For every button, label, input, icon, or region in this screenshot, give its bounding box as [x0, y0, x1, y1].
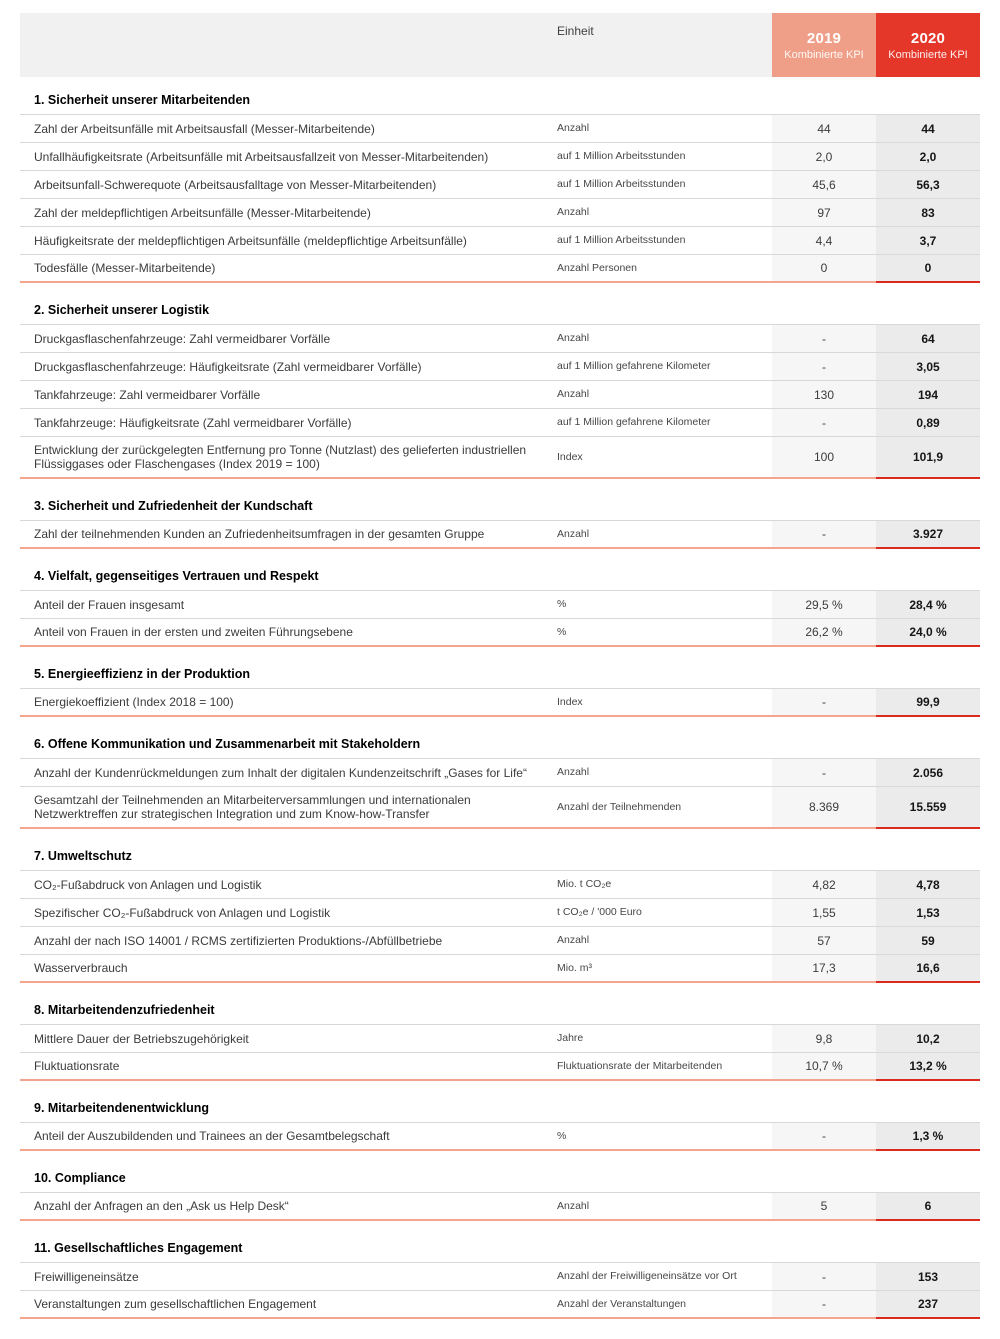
table-row: [20, 898, 980, 926]
value-2019: 17,3: [772, 955, 876, 983]
kpi-section: [20, 1151, 980, 1221]
row-unit: Index: [557, 689, 772, 717]
row-label: Freiwilligeneinsätze: [34, 1269, 139, 1284]
table-row: [20, 688, 980, 717]
row-unit: Anzahl: [557, 521, 772, 549]
section-title: 11. Gesellschaftliches Engagement: [34, 1241, 243, 1255]
value-2019: 9,8: [772, 1025, 876, 1052]
value-2020: 10,2: [876, 1025, 980, 1052]
value-2019: 130: [772, 381, 876, 408]
value-2020: 101,9: [876, 437, 980, 479]
row-label: Todesfälle (Messer-Mitarbeitende): [20, 255, 557, 283]
row-unit: auf 1 Million Arbeitsstunden: [557, 234, 686, 246]
value-2020: 4,78: [876, 871, 980, 898]
value-2020: 3.927: [876, 521, 980, 549]
value-2020: 194: [876, 381, 980, 408]
value-2019: -: [772, 1291, 876, 1319]
header-subtitle-2020: Kombinierte KPI: [888, 48, 968, 61]
row-unit: Anzahl der Veranstaltungen: [557, 1291, 772, 1319]
kpi-section: [20, 983, 980, 1081]
row-unit: Anzahl: [557, 766, 590, 778]
header-year-2020: 2020: [910, 29, 946, 47]
table-header: [20, 13, 980, 77]
row-unit: %: [557, 598, 567, 610]
value-2020: 1,3 %: [876, 1123, 980, 1151]
kpi-section: [20, 283, 980, 479]
row-label: Gesamtzahl der Teilnehmenden an Mitarbeiterversammlungen und internationalen Netzwerktreffen zur strategischen Integration und zum Know-how-Transfer: [20, 787, 557, 829]
section-rows: [20, 688, 980, 717]
table-row: [20, 870, 980, 898]
row-unit: Mio. m³: [557, 955, 772, 983]
row-label: Anteil von Frauen in der ersten und zweiten Führungsebene: [20, 619, 557, 647]
row-label: CO₂-Fußabdruck von Anlagen und Logistik: [34, 877, 262, 892]
value-2020: 153: [876, 1263, 980, 1290]
row-unit: Anzahl der Teilnehmenden: [557, 787, 772, 829]
value-2020: 83: [876, 199, 980, 226]
section-title: 1. Sicherheit unserer Mitarbeitenden: [34, 93, 251, 107]
kpi-section: [20, 549, 980, 647]
table-row: [20, 380, 980, 408]
value-2020: 59: [876, 927, 980, 954]
row-unit: Anzahl: [557, 332, 590, 344]
value-2020: 15.559: [876, 787, 980, 829]
table-row: [20, 926, 980, 954]
row-unit: %: [557, 619, 772, 647]
value-2019: -: [772, 353, 876, 380]
value-2019: -: [772, 759, 876, 786]
value-2020: 6: [876, 1193, 980, 1221]
row-label: Anzahl der Anfragen an den „Ask us Help Desk“: [20, 1193, 557, 1221]
section-title: 2. Sicherheit unserer Logistik: [34, 303, 210, 317]
header-subtitle-2019: Kombinierte KPI: [784, 48, 864, 61]
section-rows: [20, 1122, 980, 1151]
value-2019: 57: [772, 927, 876, 954]
kpi-section: [20, 647, 980, 717]
value-2020: 24,0 %: [876, 619, 980, 647]
value-2020: 56,3: [876, 171, 980, 198]
row-label: Druckgasflaschenfahrzeuge: Häufigkeitsrate (Zahl vermeidbarer Vorfälle): [34, 359, 422, 374]
header-year-2019: 2019: [806, 29, 842, 47]
row-unit: Fluktuationsrate der Mitarbeitenden: [557, 1053, 772, 1081]
row-label: Anteil der Frauen insgesamt: [34, 597, 185, 612]
section-title: 6. Offene Kommunikation und Zusammenarbeit mit Stakeholdern: [34, 737, 421, 751]
table-row: [20, 198, 980, 226]
value-2019: 2,0: [772, 143, 876, 170]
row-unit: Anzahl Personen: [557, 255, 772, 283]
section-title: 8. Mitarbeitendenzufriedenheit: [34, 1003, 215, 1017]
value-2019: -: [772, 1123, 876, 1151]
value-2019: -: [772, 689, 876, 717]
row-unit: Jahre: [557, 1032, 584, 1044]
row-unit: Mio. t CO₂e: [557, 878, 612, 890]
table-row: [20, 142, 980, 170]
table-row: [20, 1122, 980, 1151]
row-unit: Anzahl: [557, 388, 590, 400]
table-row: [20, 1192, 980, 1221]
row-label: Fluktuationsrate: [20, 1053, 557, 1081]
value-2020: 2,0: [876, 143, 980, 170]
section-title: 5. Energieeffizienz in der Produktion: [34, 667, 251, 681]
row-label: Druckgasflaschenfahrzeuge: Zahl vermeidbarer Vorfälle: [34, 331, 331, 346]
row-unit: t CO₂e / '000 Euro: [557, 906, 642, 918]
row-label: Mittlere Dauer der Betriebszugehörigkeit: [34, 1031, 249, 1046]
table-row: [20, 520, 980, 549]
section-rows: [20, 590, 980, 647]
row-unit: Anzahl: [557, 122, 590, 134]
table-row: [20, 590, 980, 618]
value-2019: 45,6: [772, 171, 876, 198]
row-unit: %: [557, 1123, 772, 1151]
table-row: [20, 786, 980, 829]
kpi-section: [20, 1081, 980, 1151]
value-2019: 26,2 %: [772, 619, 876, 647]
table-row: [20, 254, 980, 283]
section-rows: [20, 870, 980, 983]
row-unit: Anzahl: [557, 1193, 772, 1221]
row-label: Anzahl der Kundenrückmeldungen zum Inhalt der digitalen Kundenzeitschrift „Gases for Life“: [34, 765, 527, 780]
section-rows: [20, 1262, 980, 1319]
row-label: Zahl der meldepflichtigen Arbeitsunfälle (Messer-Mitarbeitende): [34, 205, 371, 220]
table-row: [20, 954, 980, 983]
row-label: Wasserverbrauch: [20, 955, 557, 983]
value-2020: 64: [876, 325, 980, 352]
table-row: [20, 1290, 980, 1319]
row-label: Spezifischer CO₂-Fußabdruck von Anlagen und Logistik: [34, 905, 331, 920]
row-unit: auf 1 Million Arbeitsstunden: [557, 178, 686, 190]
value-2020: 0,89: [876, 409, 980, 436]
section-rows: [20, 1192, 980, 1221]
table-row: [20, 758, 980, 786]
row-unit: Anzahl: [557, 934, 590, 946]
table-row: [20, 1052, 980, 1081]
value-2019: 0: [772, 255, 876, 283]
section-rows: [20, 114, 980, 283]
kpi-section: [20, 77, 980, 283]
value-2020: 1,53: [876, 899, 980, 926]
header-label-spacer: [20, 13, 557, 77]
kpi-section: [20, 717, 980, 829]
value-2019: 100: [772, 437, 876, 479]
section-title: 3. Sicherheit und Zufriedenheit der Kundschaft: [34, 499, 313, 513]
table-row: [20, 114, 980, 142]
table-row: [20, 170, 980, 198]
section-title: 4. Vielfalt, gegenseitiges Vertrauen und Respekt: [34, 569, 319, 583]
row-label: Zahl der teilnehmenden Kunden an Zufriedenheitsumfragen in der gesamten Gruppe: [20, 521, 557, 549]
section-rows: [20, 1024, 980, 1081]
value-2019: -: [772, 521, 876, 549]
row-label: Arbeitsunfall-Schwerequote (Arbeitsausfalltage von Messer-Mitarbeitenden): [34, 177, 437, 192]
row-label: Anteil der Auszubildenden und Trainees an der Gesamtbelegschaft: [20, 1123, 557, 1151]
value-2020: 3,7: [876, 227, 980, 254]
header-column-2019: [772, 13, 876, 77]
row-unit: Anzahl: [557, 206, 590, 218]
value-2020: 44: [876, 115, 980, 142]
value-2019: 10,7 %: [772, 1053, 876, 1081]
section-title: 9. Mitarbeitendenentwicklung: [34, 1101, 210, 1115]
row-unit: auf 1 Million gefahrene Kilometer: [557, 360, 711, 372]
value-2020: 13,2 %: [876, 1053, 980, 1081]
table-row: [20, 436, 980, 479]
kpi-section: [20, 479, 980, 549]
value-2020: 16,6: [876, 955, 980, 983]
row-label: Zahl der Arbeitsunfälle mit Arbeitsausfall (Messer-Mitarbeitende): [34, 121, 375, 136]
value-2019: 4,82: [772, 871, 876, 898]
value-2020: 2.056: [876, 759, 980, 786]
section-rows: [20, 758, 980, 829]
value-2020: 99,9: [876, 689, 980, 717]
row-label: Häufigkeitsrate der meldepflichtigen Arbeitsunfälle (meldepflichtige Arbeitsunfälle): [34, 233, 467, 248]
row-unit: Index: [557, 437, 772, 479]
value-2019: 29,5 %: [772, 591, 876, 618]
kpi-section: [20, 1221, 980, 1319]
row-label: Entwicklung der zurückgelegten Entfernung pro Tonne (Nutzlast) des gelieferten industriellen Flüssiggases oder Flaschengases (Index 2019 = 100): [20, 437, 557, 479]
value-2020: 237: [876, 1291, 980, 1319]
kpi-section: [20, 829, 980, 983]
kpi-table-body: [20, 77, 980, 1319]
header-unit-label: Einheit: [557, 13, 772, 77]
row-label: Unfallhäufigkeitsrate (Arbeitsunfälle mit Arbeitsausfallzeit von Messer-Mitarbeitenden): [34, 149, 489, 164]
row-unit: auf 1 Million gefahrene Kilometer: [557, 416, 711, 428]
value-2020: 0: [876, 255, 980, 283]
value-2019: 97: [772, 199, 876, 226]
value-2019: 8.369: [772, 787, 876, 829]
section-rows: [20, 520, 980, 549]
table-row: [20, 352, 980, 380]
row-label: Tankfahrzeuge: Häufigkeitsrate (Zahl vermeidbarer Vorfälle): [34, 415, 352, 430]
value-2020: 28,4 %: [876, 591, 980, 618]
row-label: Tankfahrzeuge: Zahl vermeidbarer Vorfälle: [34, 387, 261, 402]
table-row: [20, 408, 980, 436]
table-row: [20, 1024, 980, 1052]
row-label: Energiekoeffizient (Index 2018 = 100): [20, 689, 557, 717]
header-column-2020: [876, 13, 980, 77]
table-row: [20, 618, 980, 647]
value-2019: 1,55: [772, 899, 876, 926]
value-2020: 3,05: [876, 353, 980, 380]
table-row: [20, 324, 980, 352]
value-2019: 5: [772, 1193, 876, 1221]
value-2019: -: [772, 409, 876, 436]
value-2019: 4,4: [772, 227, 876, 254]
row-label: Anzahl der nach ISO 14001 / RCMS zertifizierten Produktions-/Abfüllbetriebe: [34, 933, 443, 948]
row-unit: Anzahl der Freiwilligeneinsätze vor Ort: [557, 1270, 737, 1282]
row-unit: auf 1 Million Arbeitsstunden: [557, 150, 686, 162]
section-title: 7. Umweltschutz: [34, 849, 132, 863]
value-2019: 44: [772, 115, 876, 142]
table-row: [20, 1262, 980, 1290]
table-row: [20, 226, 980, 254]
value-2019: -: [772, 1263, 876, 1290]
section-rows: [20, 324, 980, 479]
row-label: Veranstaltungen zum gesellschaftlichen Engagement: [20, 1291, 557, 1319]
section-title: 10. Compliance: [34, 1171, 126, 1185]
value-2019: -: [772, 325, 876, 352]
